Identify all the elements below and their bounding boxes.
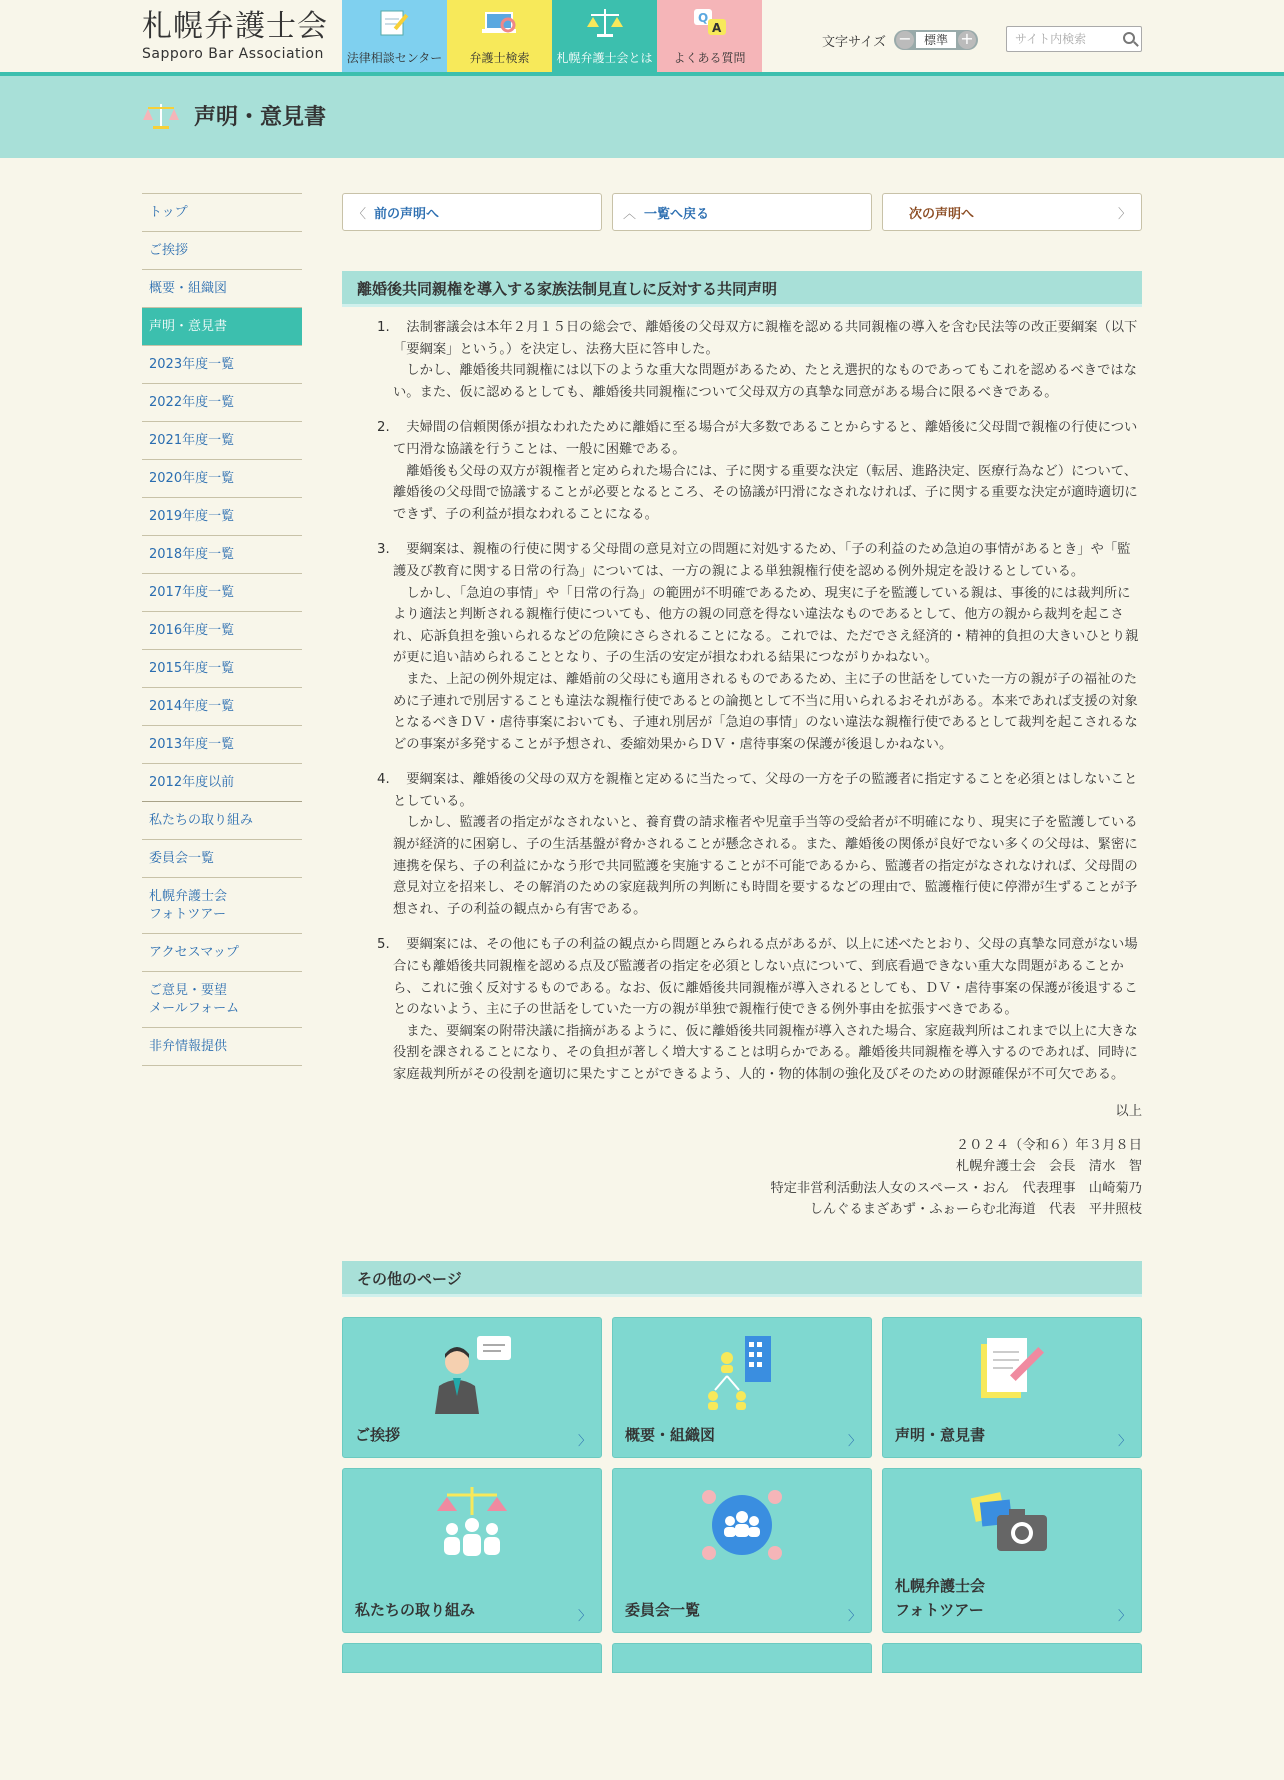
next-label: 次の声明へ bbox=[909, 206, 975, 222]
other-pages-grid bbox=[342, 1317, 1142, 1633]
sidebar-item[interactable]: 2012年度以前 bbox=[142, 763, 302, 801]
item-number: 5. bbox=[377, 937, 390, 953]
gnav-consultation-center[interactable] bbox=[342, 0, 447, 72]
other-pages-heading: その他のページ bbox=[342, 1261, 1142, 1297]
item-paragraph: また、要綱案の附帯決議に指摘があるように、仮に離婚後共同親権が導入された場合、家庭裁判所はこれまで以上に大きな役割を課されることになり、その負担が著しく増大することは明らかである。離婚後共同親権を導入するのであれば、同時に家庭裁判所がその役割を適切に果たすことができるよう、人的・物的体制の強化及びそのための財源確保が不可欠である。 bbox=[393, 1023, 1138, 1082]
font-size-value: 標準 bbox=[916, 32, 956, 48]
document-pen-icon bbox=[967, 1334, 1057, 1414]
org-chart-icon bbox=[697, 1334, 787, 1414]
item-paragraph: 要綱案は、親権の行使に関する父母間の意見対立の問題に対処するため、「子の利益のため急迫の事情があるとき」や「監護及び教育に関する日常の行為」については、一方の親による単独親権行使を認める例外規定を設けるとしている。 bbox=[393, 542, 1131, 579]
item-paragraph: 夫婦間の信頼関係が損なわれたために離婚に至る場合が大多数であることからすると、離婚後に父母間で親権の行使について円滑な協議を行うことは、一般に困難である。 bbox=[393, 420, 1138, 457]
prev-statement-button[interactable] bbox=[342, 193, 602, 231]
svg-text:Q: Q bbox=[697, 11, 708, 25]
qa-bubble-icon bbox=[690, 7, 730, 39]
card-label: 委員会一覧 bbox=[625, 1600, 701, 1619]
camera-photos-icon bbox=[967, 1485, 1057, 1565]
card-label: 概要・組織図 bbox=[625, 1425, 716, 1444]
sidebar-item[interactable]: 概要・組織図 bbox=[142, 269, 302, 307]
item-text bbox=[393, 769, 1142, 920]
signature-block bbox=[342, 1135, 1142, 1221]
sidebar-item[interactable]: 2017年度一覧 bbox=[142, 573, 302, 611]
prev-label: 前の声明へ bbox=[374, 206, 440, 222]
header bbox=[0, 0, 1284, 72]
gnav-faq[interactable] bbox=[657, 0, 762, 72]
page-card[interactable] bbox=[342, 1317, 602, 1458]
laptop-search-icon bbox=[480, 7, 520, 39]
item-number: 2. bbox=[377, 420, 390, 436]
item-text bbox=[393, 539, 1142, 755]
page-card[interactable] bbox=[612, 1317, 872, 1458]
main-content bbox=[342, 193, 1142, 1673]
page-title: 声明・意見書 bbox=[194, 105, 327, 130]
page-card[interactable] bbox=[612, 1468, 872, 1633]
lawyer-speech-icon bbox=[427, 1334, 517, 1414]
card-label: ご挨拶 bbox=[355, 1425, 401, 1444]
chevron-up-icon: ︿ bbox=[623, 206, 637, 222]
logo-japanese: 札幌弁護士会 bbox=[142, 9, 328, 44]
chevron-right-icon: 〉 bbox=[1117, 1608, 1131, 1624]
sidebar-item[interactable]: ご挨拶 bbox=[142, 231, 302, 269]
scales-icon bbox=[585, 7, 625, 39]
statement-item bbox=[377, 539, 1142, 755]
font-decrease-button[interactable]: − bbox=[896, 31, 914, 49]
article-body bbox=[342, 307, 1142, 1086]
global-nav bbox=[342, 0, 762, 72]
sidebar-end-divider bbox=[142, 1065, 302, 1066]
statement-pager bbox=[342, 193, 1142, 231]
item-text bbox=[393, 417, 1142, 525]
item-text bbox=[393, 317, 1142, 403]
signature-line: ２０２４（令和６）年３月８日 bbox=[955, 1137, 1142, 1153]
sidebar-item[interactable]: アクセスマップ bbox=[142, 933, 302, 971]
chevron-right-icon: 〉 bbox=[1117, 206, 1131, 222]
font-size-label: 文字サイズ bbox=[822, 34, 886, 50]
gnav-label: 法律相談センター bbox=[346, 51, 443, 65]
item-paragraph: 離婚後も父母の双方が親権者と定められた場合には、子に関する重要な決定（転居、進路決定、医療行為など）について、離婚後の父母間で協議することが必要となるところ、その協議が円滑になされなければ、子に関する重要な決定が適時適切にできず、子の利益が損なわれることになる。 bbox=[393, 463, 1138, 522]
sidebar-item[interactable]: 声明・意見書 bbox=[142, 307, 302, 345]
card-label: 私たちの取り組み bbox=[355, 1600, 476, 1619]
chevron-right-icon: 〉 bbox=[847, 1433, 861, 1449]
site-search bbox=[1006, 26, 1142, 52]
sidebar-item[interactable]: 2015年度一覧 bbox=[142, 649, 302, 687]
sidebar-item[interactable]: 2019年度一覧 bbox=[142, 497, 302, 535]
gnav-label: 札幌弁護士会とは bbox=[556, 51, 653, 65]
page-card[interactable] bbox=[342, 1468, 602, 1633]
page-card[interactable] bbox=[882, 1468, 1142, 1633]
item-paragraph: また、上記の例外規定は、離婚前の父母にも適用されるものであるため、主に子の世話をしていた一方の親が子の福祉のために子連れで別居することも違法な親権行使であるとの論拠として不当に用いられるおそれがある。本来であれば支援の対象となるべきＤＶ・虐待事案においても、子連れ別居が「急迫の事情」のない違法な親権行使であるとして裁判を起こされるなどの事案が多発することが予想され、委縮効果からＤＶ・虐待事案の保護が後退しかねない。 bbox=[393, 671, 1138, 752]
signature-line: 特定非営利活動法人女のスペース・おん 代表理事 山崎菊乃 bbox=[770, 1180, 1142, 1196]
card-partial[interactable] bbox=[612, 1643, 872, 1673]
search-icon[interactable] bbox=[1123, 32, 1135, 44]
gnav-label: よくある質問 bbox=[673, 51, 746, 65]
item-paragraph: 法制審議会は本年２月１５日の総会で、離婚後の父母双方に親権を認める共同親権の導入を含む民法等の改正要綱案（以下「要綱案」という。）を決定し、法務大臣に答申した。 bbox=[393, 320, 1138, 357]
card-partial[interactable] bbox=[882, 1643, 1142, 1673]
sidebar-item[interactable]: 札幌弁護士会 フォトツアー bbox=[142, 877, 302, 933]
gnav-about[interactable] bbox=[552, 0, 657, 72]
sidebar-item[interactable]: 2016年度一覧 bbox=[142, 611, 302, 649]
committee-icon bbox=[697, 1485, 787, 1565]
sidebar-item[interactable]: 非弁情報提供 bbox=[142, 1027, 302, 1065]
item-paragraph: 要綱案には、その他にも子の利益の観点から問題とみられる点があるが、以上に述べたとおり、父母の真摯な同意がない場合にも離婚後共同親権を認める点及び監護者の指定を必須としない点について、到底看過できない重大な問題があることから、これに強く反対するものである。なお、仮に離婚後共同親権が導入されるとしても、ＤＶ・虐待事案の保護が後退することのないよう、主に子の世話をしていた一方の親が単独で親権行使できる例外事由を拡張すべきである。 bbox=[393, 937, 1138, 1018]
item-number: 3. bbox=[377, 542, 390, 558]
sidebar-item[interactable]: 2021年度一覧 bbox=[142, 421, 302, 459]
signature-line: しんぐるまざあず・ふぉーらむ北海道 代表 平井照枝 bbox=[809, 1202, 1142, 1218]
sidebar-item[interactable]: 私たちの取り組み bbox=[142, 801, 302, 839]
side-nav bbox=[142, 193, 302, 1066]
chevron-right-icon: 〉 bbox=[577, 1608, 591, 1624]
font-increase-button[interactable]: + bbox=[958, 31, 976, 49]
search-input[interactable] bbox=[1013, 28, 1117, 50]
statement-item bbox=[377, 417, 1142, 525]
sidebar-item[interactable]: 2013年度一覧 bbox=[142, 725, 302, 763]
item-number: 4. bbox=[377, 772, 390, 788]
chevron-right-icon: 〉 bbox=[847, 1608, 861, 1624]
chevron-right-icon: 〉 bbox=[1117, 1433, 1131, 1449]
chevron-right-icon: 〉 bbox=[577, 1433, 591, 1449]
statement-item bbox=[377, 317, 1142, 403]
svg-text:A: A bbox=[711, 21, 721, 35]
sidebar-item[interactable]: ご意見・要望 メールフォーム bbox=[142, 971, 302, 1027]
card-label: 札幌弁護士会 フォトツアー bbox=[895, 1576, 986, 1619]
list-label: 一覧へ戻る bbox=[644, 206, 710, 222]
sidebar-item[interactable]: 2014年度一覧 bbox=[142, 687, 302, 725]
sidebar-item[interactable]: 2018年度一覧 bbox=[142, 535, 302, 573]
page-title-band bbox=[0, 72, 1284, 158]
sidebar-item[interactable]: 委員会一覧 bbox=[142, 839, 302, 877]
more-cards-row bbox=[342, 1643, 1142, 1673]
next-statement-button[interactable] bbox=[882, 193, 1142, 231]
card-partial[interactable] bbox=[342, 1643, 602, 1673]
gnav-lawyer-search[interactable] bbox=[447, 0, 552, 72]
signature-line: 札幌弁護士会 会長 清水 智 bbox=[955, 1159, 1142, 1175]
sidebar-item[interactable]: 2023年度一覧 bbox=[142, 345, 302, 383]
scales-title-icon bbox=[142, 102, 180, 130]
logo-english: Sapporo Bar Association bbox=[142, 46, 324, 62]
article-title: 離婚後共同親権を導入する家族法制見直しに反対する共同声明 bbox=[342, 271, 1142, 307]
scales-people-icon bbox=[427, 1485, 517, 1565]
item-paragraph: 要綱案は、離婚後の父母の双方を親権と定めるに当たって、父母の一方を子の監護者に指定することを必須とはしないこととしている。 bbox=[393, 772, 1138, 809]
chevron-left-icon: 〈 bbox=[353, 206, 367, 222]
item-paragraph: しかし、「急迫の事情」や「日常の行為」の範囲が不明確であるため、現実に子を監護している親は、事後的には裁判所により適法と判断される親権行使についても、他方の親の同意を得ない違法なものであるとして、他方の親から裁判を起こされ、応訴負担を強いられるなどの危険にさらされることになる。これでは、ただでさえ経済的・精神的負担の大きいひとり親が更に追い詰められることとなり、子の生活の安定が損なわれる結果につながりかねない。 bbox=[393, 585, 1139, 666]
back-to-list-button[interactable] bbox=[612, 193, 872, 231]
page-card[interactable] bbox=[882, 1317, 1142, 1458]
item-number: 1. bbox=[377, 320, 390, 335]
card-label: 声明・意見書 bbox=[895, 1425, 986, 1444]
gnav-label: 弁護士検索 bbox=[469, 51, 530, 65]
closing-mark: 以上 bbox=[1115, 1103, 1142, 1119]
statement-item bbox=[377, 934, 1142, 1085]
item-paragraph: しかし、離婚後共同親権には以下のような重大な問題があるため、たとえ選択的なものであってもこれを認めるべきではない。また、仮に認めるとしても、離婚後共同親権について父母双方の真摯な同意がある場合に限るべきである。 bbox=[393, 363, 1137, 400]
item-paragraph: しかし、監護者の指定がなされないと、養育費の請求権者や児童手当等の受給者が不明確になり、現実に子を監護している親が経済的に困窮し、子の生活基盤が脅かされることが懸念される。また、離婚後の関係が良好でない多くの父母は、緊密に連携を保ち、子の利益にかなう形で共同監護を実施することが不可能であるから、監護者の指定がなされなければ、父母間の意見対立を招来し、その解消のための家庭裁判所の判断にも時間を要するなどの理由で、監護権行使に停滞が生ずることが予想され、子の利益の観点から有害である。 bbox=[393, 815, 1138, 917]
sidebar-item[interactable]: トップ bbox=[142, 193, 302, 231]
statement-item bbox=[377, 769, 1142, 920]
sidebar-item[interactable]: 2020年度一覧 bbox=[142, 459, 302, 497]
sidebar-item[interactable]: 2022年度一覧 bbox=[142, 383, 302, 421]
site-logo[interactable] bbox=[142, 10, 328, 62]
item-text bbox=[393, 934, 1142, 1085]
font-size-control bbox=[822, 30, 978, 50]
note-pencil-icon bbox=[375, 7, 415, 39]
